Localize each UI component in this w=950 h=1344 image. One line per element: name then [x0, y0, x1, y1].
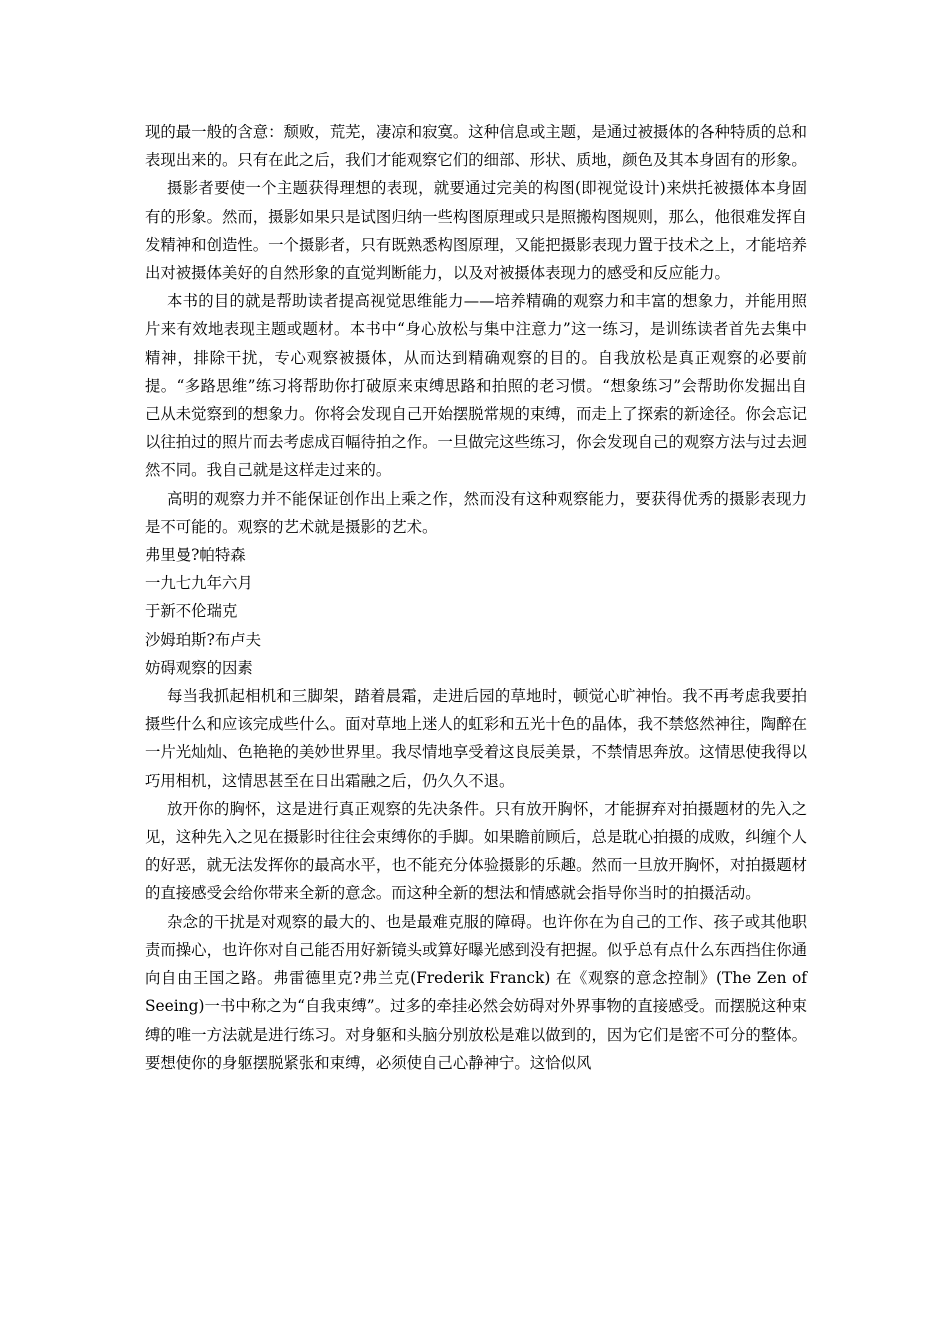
signature-date: 一九七九年六月 — [145, 574, 253, 593]
paragraph-distractions: 杂念的干扰是对观察的最大的、也是最难克服的障碍。也许你在为自己的工作、孩子或其他职责而操心，也许你对自己能否用好新镜头或算好曝光感到没有把握。似乎总有点什么东西挡住你通向自由王国之路。弗雷德里克?弗兰克(Frederik Franck) 在《观察的意念控制》(The Zen of Seeing)一书中称之为“自我束缚”。过多的牵挂必然会妨碍对外界事物的直接感受。而摆脱这种束缚的唯一方法就是进行练习。对身躯和头脑分别放松是难以做到的，因为它们是密不可分的整体。要想使你的身躯摆脱紧张和束缚，必须使自己心静神宁。这恰似风 — [145, 912, 807, 1072]
paragraph-composition: 摄影者要使一个主题获得理想的表现，就要通过完美的构图(即视觉设计)来烘托被摄体本身固有的形象。然而，摄影如果只是试图归纳一些构图原理或只是照搬构图规则，那么，他很难发挥自发精神和创造性。一个摄影者，只有既熟悉构图原理，又能把摄影表现力置于技术之上，才能培养出对被摄体美好的自然形象的直觉判断能力，以及对被摄体表现力的感受和反应能力。 — [145, 179, 807, 283]
paragraph-observation-art: 高明的观察力并不能保证创作出上乘之作，然而没有这种观察能力，要获得优秀的摄影表现力是不可能的。观察的艺术就是摄影的艺术。 — [145, 489, 807, 536]
paragraph-morning-frost: 每当我抓起相机和三脚架，踏着晨霜，走进后园的草地时，顿觉心旷神怡。我不再考虑我要拍摄些什么和应该完成些什么。面对草地上迷人的虹彩和五光十色的晶体，我不禁悠然神往，陶醉在一片光灿灿、色艳艳的美妙世界里。我尽情地享受着这良辰美景，不禁情思奔放。这情思使我得以巧用相机，这情思甚至在日出霜融之后，仍久久不退。 — [145, 687, 807, 790]
paragraph-continuation: 现的最一般的含意：颓败，荒芜，凄凉和寂寞。这种信息或主题，是通过被摄体的各种特质的总和表现出来的。只有在此之后，我们才能观察它们的细部、形状、质地，颜色及其本身固有的形象。 — [145, 123, 807, 170]
paragraph-book-purpose: 本书的目的就是帮助读者提高视觉思维能力——培养精确的观察力和丰富的想象力，并能用照片来有效地表现主题或题材。本书中“身心放松与集中注意力”这一练习，是训练读者首先去集中精神，排除干扰，专心观察被摄体，从而达到精确观察的目的。自我放松是真正观察的必要前提。“多路思维”练习将帮助你打破原来束缚思路和拍照的老习惯。“想象练习”会帮助你发掘出自己从未觉察到的想象力。你将会发现自己开始摆脱常规的束缚，而走上了探索的新途径。你会忘记以往拍过的照片而去考虑成百幅待拍之作。一旦做完这些练习，你会发现自己的观察方法与过去迥然不同。我自己就是这样走过来的。 — [145, 292, 807, 480]
paragraph-open-mind: 放开你的胸怀，这是进行真正观察的先决条件。只有放开胸怀，才能摒弃对拍摄题材的先入之见，这种先入之见在摄影时往往会束缚你的手脚。如果瞻前顾后，总是耽心拍摄的成败，纠缠个人的好恶，就无法发挥你的最高水平，也不能充分体验摄影的乐趣。然而一旦放开胸怀，对拍摄题材的直接感受会给你带来全新的意念。而这种全新的想法和情感就会指导你当时的拍摄活动。 — [145, 799, 807, 903]
author-name: 弗里曼?帕特森 — [145, 546, 246, 565]
section-heading: 妨碍观察的因素 — [145, 658, 253, 677]
signature-place: 于新不伦瑞克 — [145, 602, 238, 621]
signature-location: 沙姆珀斯?布卢夫 — [145, 630, 261, 649]
text-column — [145, 118, 807, 1077]
